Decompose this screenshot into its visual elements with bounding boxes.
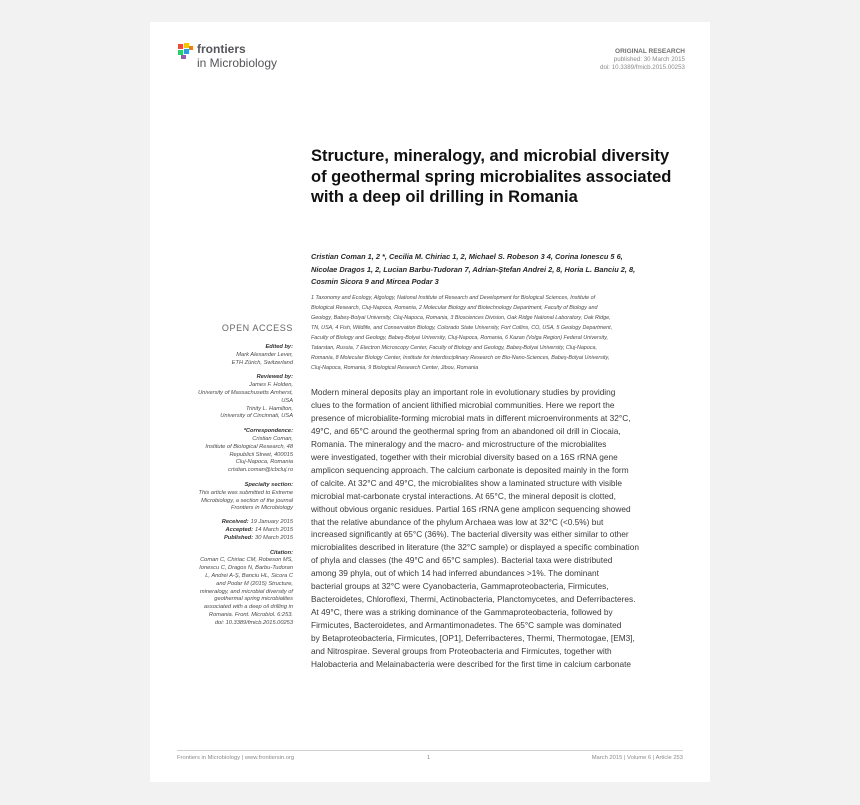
abstract-line: Halobacteria and Melainabacteria were described for the first time in calcium carbonate bbox=[311, 659, 632, 670]
affiliation-line: Faculty of Biology and Geology, Babeş-Bolyai University, Cluj-Napoca, Romania, 6 Kazan (Volga Region) Federal University, bbox=[311, 335, 609, 341]
affiliation-line: Geology, Babeş-Bolyai University, Cluj-Napoca, Romania, 3 Biosciences Division, Oak Ridge National Laboratory, Oak Ridge, bbox=[311, 315, 611, 321]
sidebar-text: James F. Holden, bbox=[249, 382, 293, 389]
article-dates bbox=[175, 519, 293, 542]
abstract-line: increased significantly at 65°C (36%). The bacterial diversity was either similar to other bbox=[311, 529, 629, 540]
sidebar-text: Cristian Coman, bbox=[252, 435, 293, 442]
abstract-line: Modern mineral deposits play an important role in evolutionary studies by providing bbox=[311, 387, 616, 397]
date-label: Published: bbox=[223, 534, 254, 541]
abstract-line: Bacteroidetes, Chloroflexi, Thermi, Actinobacteria, Planctomycetes, and Deferribacteres. bbox=[311, 594, 636, 605]
citation-text: associated with a deep oil drilling in bbox=[203, 604, 293, 611]
abstract-line: and Nitrospirae. Several groups from Proteobacteria and Firmicutes, together with bbox=[311, 646, 612, 657]
citation-text: and Podar M (2015) Structure, bbox=[216, 580, 293, 587]
abstract-line: 49°C, and 65°C around the geothermal spring from an abandoned oil drill in Ciocaia, bbox=[311, 425, 621, 436]
abstract-line: clues to the formation of ancient lithified microbial communities. Here we report the bbox=[311, 399, 615, 410]
sidebar-text: Mark Alexander Lever, bbox=[236, 351, 293, 358]
sidebar-text: University of Massachusetts Amherst, bbox=[198, 389, 293, 396]
page-number: 1 bbox=[427, 755, 431, 761]
article-header-info bbox=[600, 48, 685, 72]
abstract-line: microbial mat-carbonate crystal interactions. At 65°C, the mineral deposit is clotted, bbox=[311, 490, 616, 501]
footer-divider bbox=[177, 750, 683, 751]
abstract-line: of calcite. At 32°C and 49°C, the microbialites show a laminated structure with visible bbox=[311, 477, 622, 488]
affiliation-line: Tatarstan, Russia, 7 Electron Microscopy Center, Faculty of Biology and Geology, Babeş-Bolyai University, Cluj-Napoca, bbox=[311, 345, 598, 351]
abstract-line: by Betaproteobacteria, Firmicutes, [OP1], Deferribacteres, Thermi, Thermotogae, [EM3], bbox=[311, 633, 635, 644]
sidebar-text: Institute of Biological Research, 48 bbox=[205, 443, 293, 450]
correspondence-email[interactable]: cristian.coman@icbcluj.ro bbox=[228, 467, 293, 474]
article-title: Structure, mineralogy, and microbial diversity of geothermal spring microbialites associated with a deep oil drilling in Romania bbox=[311, 147, 672, 206]
citation-text: mineralogy, and microbial diversity of bbox=[199, 588, 293, 595]
sidebar-text: Cluj-Napoca, Romania bbox=[235, 459, 293, 466]
journal-logo-line1: frontiers bbox=[197, 42, 246, 56]
affiliation-line: Cluj-Napoca, Romania, 9 Biological Research Center, Jibou, Romania bbox=[311, 365, 479, 371]
citation-text: Coman C, Chiriac CM, Robeson MS, bbox=[200, 557, 293, 564]
correspondence-heading: *Correspondence: bbox=[243, 428, 293, 435]
date-row bbox=[175, 519, 293, 527]
edited-by-heading: Edited by: bbox=[265, 344, 293, 350]
sidebar-text: Frontiers in Microbiology bbox=[231, 505, 293, 512]
affiliations bbox=[311, 293, 683, 373]
sidebar-text: Republicii Street, 400015 bbox=[229, 451, 293, 458]
abstract-line: that the relative abundance of the phylum Archaea was low at 32°C (<0.5%) but bbox=[311, 516, 604, 527]
article-type: ORIGINAL RESEARCH bbox=[615, 48, 685, 55]
paper-page bbox=[150, 22, 710, 782]
journal-logo-line2: in Microbiology bbox=[197, 56, 278, 70]
abstract-line: bacterial groups at 32°C were Cyanobacteria, Gammaproteobacteria, Firmicutes, bbox=[311, 581, 609, 592]
citation-text: L, Andrei A-Ş, Banciu HL, Sicora C bbox=[205, 572, 293, 579]
abstract-line: presence of microbialite-forming microbial mats in different microenvironments at 32°C, bbox=[311, 412, 631, 423]
author-list bbox=[311, 251, 681, 289]
date-value: 14 March 2015 bbox=[255, 526, 293, 533]
date-row bbox=[175, 535, 293, 543]
sidebar-text: ETH Zürich, Switzerland bbox=[231, 359, 293, 366]
abstract-line: of phyla and classes (the 49°C and 65°C samples). Bacterial taxa were distributed bbox=[311, 555, 613, 566]
specialty-heading: Specialty section: bbox=[244, 481, 293, 488]
affiliation-line: Romania, 8 Molecular Biology Center, Institute for Interdisciplinary Research on Bio-Nano-Sciences, Babeş-Bolyai University, bbox=[311, 355, 610, 361]
open-access-label: OPEN ACCESS bbox=[221, 323, 293, 333]
abstract-line: Romania. The mineralogy and the macro- and microstructure of the microbialites bbox=[311, 438, 607, 449]
citation-text: Romania. Front. Microbiol. 6:253. bbox=[208, 611, 293, 618]
citation-text: geothermal spring microbialites bbox=[214, 596, 293, 603]
sidebar-text: This article was submitted to Extreme bbox=[198, 489, 293, 496]
reviewed-by-heading: Reviewed by: bbox=[256, 374, 293, 381]
date-row bbox=[175, 527, 293, 535]
footer-volume-info: March 2015 | Volume 6 | Article 253 bbox=[591, 755, 683, 761]
article-doi: doi: 10.3389/fmicb.2015.00253 bbox=[600, 64, 685, 71]
date-label: Received: bbox=[221, 519, 249, 526]
affiliation-line: 1 Taxonomy and Ecology, Algology, National Institute of Research and Development for Biological Sciences, Institute of bbox=[311, 295, 596, 301]
sidebar-text: Trinity L. Hamilton, bbox=[246, 405, 293, 412]
sidebar-text: Microbiology, a section of the journal bbox=[201, 497, 293, 504]
affiliation-line: Biological Research, Cluj-Napoca, Romania, 2 Molecular Biology and Biotechnology Department, Faculty of Biology and bbox=[311, 305, 598, 311]
author-line: Cosmin Sicora 9 and Mircea Podar 3 bbox=[311, 277, 439, 286]
sidebar-text: University of Cincinnati, USA bbox=[220, 413, 293, 420]
author-line: Nicolae Dragos 1, 2, Lucian Barbu-Tudoran 7, Adrian-Ştefan Andrei 2, 8, Horia L. Banciu 2, 8, bbox=[311, 264, 636, 274]
citation-text: doi: 10.3389/fmicb.2015.00253 bbox=[214, 619, 293, 626]
abstract bbox=[311, 386, 683, 671]
abstract-line: among 39 phyla, out of which 14 had inferred abundances >1%. The dominant bbox=[311, 568, 599, 579]
date-label: Accepted: bbox=[225, 526, 254, 533]
citation-heading: Citation: bbox=[269, 549, 293, 556]
affiliation-line: TN, USA, 4 Fish, Wildlife, and Conservation Biology, Colorado State University, Fort Collins, CO, USA, 5 Geology Department, bbox=[311, 325, 613, 331]
abstract-line: microbialites described in literature (the 32°C sample) or displayed a specific combination bbox=[311, 542, 639, 553]
abstract-line: amplicon sequencing approach. The calcium carbonate is deposited mainly in the form bbox=[311, 464, 629, 475]
sidebar-text: USA bbox=[281, 397, 293, 404]
footer-journal-link[interactable]: Frontiers in Microbiology | www.frontiersin.org bbox=[177, 755, 295, 761]
frontiers-logo-icon bbox=[177, 42, 195, 60]
abstract-line: without obvious organic residues. Partial 16S rRNA gene amplicon sequencing showed bbox=[311, 503, 631, 514]
date-value: 30 March 2015 bbox=[255, 534, 293, 541]
author-line: Cristian Coman 1, 2 *, Cecilia M. Chiriac 1, 2, Michael S. Robeson 3 4, Corina Ionescu 5 6, bbox=[311, 252, 623, 261]
citation-text: Ionescu C, Dragos N, Barbu-Tudoran bbox=[199, 565, 293, 572]
published-date: published: 30 March 2015 bbox=[613, 56, 685, 63]
date-value: 19 January 2015 bbox=[250, 519, 293, 526]
abstract-line: At 49°C, there was a striking dominance of the Gammaproteobacteria, followed by bbox=[311, 607, 613, 618]
abstract-line: were investigated, together with their microbial diversity based on a 16S rRNA gene bbox=[311, 451, 618, 462]
article-sidebar bbox=[175, 322, 293, 628]
abstract-line: Firmicutes, Bacteroidetes, and Armantimonadetes. The 65°C sample was dominated bbox=[311, 620, 622, 631]
